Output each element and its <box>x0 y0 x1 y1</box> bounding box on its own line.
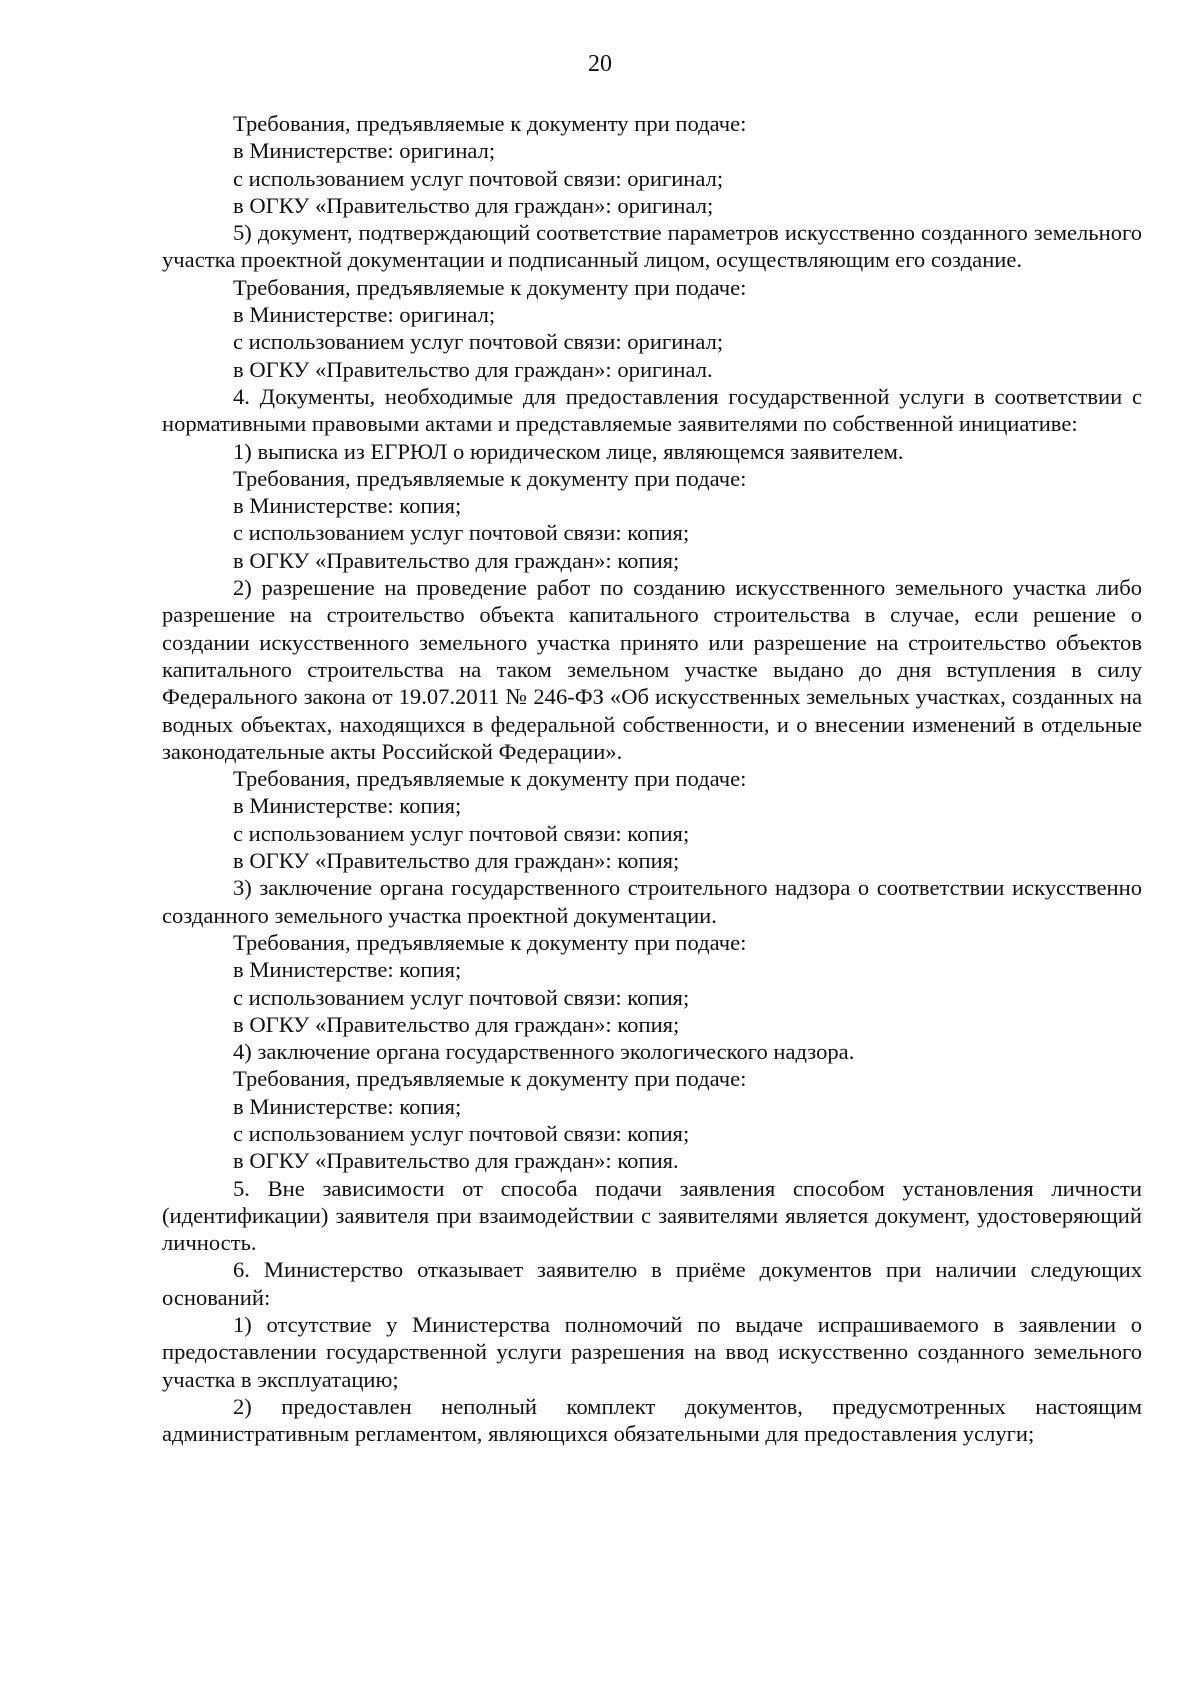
document-body <box>162 110 1142 1448</box>
paragraph: 1) выписка из ЕГРЮЛ о юридическом лице, являющемся заявителем. <box>233 438 904 464</box>
paragraph: 4. Документы, необходимые для предоставления государственной услуги в соответствии с нормативными правовыми актами и представляемые заявителями по собственной инициативе: <box>162 383 1142 437</box>
paragraph: с использованием услуг почтовой связи: копия; <box>233 984 690 1010</box>
paragraph: Требования, предъявляемые к документу при подаче: <box>233 929 747 955</box>
paragraph: 3) заключение органа государственного строительного надзора о соответствии искусственно созданного земельного участка проектной документации. <box>162 875 1142 928</box>
paragraph: 2) разрешение на проведение работ по созданию искусственного земельного участка либо разрешение на строительство объекта капитального строительства в случае, если решение о создании искусственного земельного участка принято или разрешение на строительство объектов капитального строительства на таком земельном участке выдано до дня вступления в силу Федерального закона от 19.07.2011 № 246-ФЗ «Об искусственных земельных участках, созданных на водных объектах, находящихся в федеральной собственности, и о внесении изменений в отдельные законодательные акты Российской Федерации». <box>162 575 1142 764</box>
paragraph: 1) отсутствие у Министерства полномочий по выдаче испрашиваемого в заявлении о предоставлении государственной услуги разрешения на ввод искусственно созданного земельного участка в эксплуатацию; <box>162 1312 1142 1392</box>
paragraph: в ОГКУ «Правительство для граждан»: копия; <box>233 547 680 573</box>
paragraph: с использованием услуг почтовой связи: копия; <box>233 1120 690 1146</box>
paragraph: с использованием услуг почтовой связи: оригинал; <box>233 329 724 355</box>
paragraph: 5) документ, подтверждающий соответствие параметров искусственно созданного земельного участка проектной документации и подписанный лицом, осуществляющим его создание. <box>162 220 1142 273</box>
paragraph: в ОГКУ «Правительство для граждан»: копия; <box>233 1011 680 1037</box>
paragraph: в Министерстве: копия; <box>233 493 462 519</box>
paragraph: Требования, предъявляемые к документу при подаче: <box>233 274 747 300</box>
paragraph: в ОГКУ «Правительство для граждан»: копия. <box>233 1148 679 1174</box>
paragraph: Требования, предъявляемые к документу при подаче: <box>233 766 747 792</box>
paragraph: Требования, предъявляемые к документу при подаче: <box>233 1066 747 1092</box>
paragraph: в ОГКУ «Правительство для граждан»: копия; <box>233 848 680 874</box>
paragraph: Требования, предъявляемые к документу при подаче: <box>233 111 747 136</box>
paragraph: с использованием услуг почтовой связи: копия; <box>233 520 690 546</box>
paragraph: 4) заключение органа государственного экологического надзора. <box>233 1039 855 1065</box>
paragraph: 6. Министерство отказывает заявителю в приёме документов при наличии следующих оснований: <box>162 1257 1142 1310</box>
paragraph: в ОГКУ «Правительство для граждан»: оригинал. <box>233 356 713 382</box>
paragraph: в Министерстве: копия; <box>233 1093 462 1119</box>
paragraph: с использованием услуг почтовой связи: оригинал; <box>233 165 724 191</box>
paragraph: в ОГКУ «Правительство для граждан»: оригинал; <box>233 192 714 218</box>
paragraph: в Министерстве: копия; <box>233 957 462 983</box>
paragraph: в Министерстве: оригинал; <box>233 138 496 164</box>
paragraph: в Министерстве: оригинал; <box>233 302 496 328</box>
paragraph: с использованием услуг почтовой связи: копия; <box>233 820 690 846</box>
paragraph: Требования, предъявляемые к документу при подаче: <box>233 465 747 491</box>
paragraph: 2) предоставлен неполный комплект документов, предусмотренных настоящим административным регламентом, являющихся обязательными для предоставления услуги; <box>162 1393 1142 1447</box>
paragraph: 5. Вне зависимости от способа подачи заявления способом установления личности (идентификации) заявителя при взаимодействии с заявителями является документ, удостоверяющий личность. <box>162 1175 1142 1256</box>
paragraph: в Министерстве: копия; <box>233 793 462 819</box>
page-number: 20 <box>588 51 612 77</box>
